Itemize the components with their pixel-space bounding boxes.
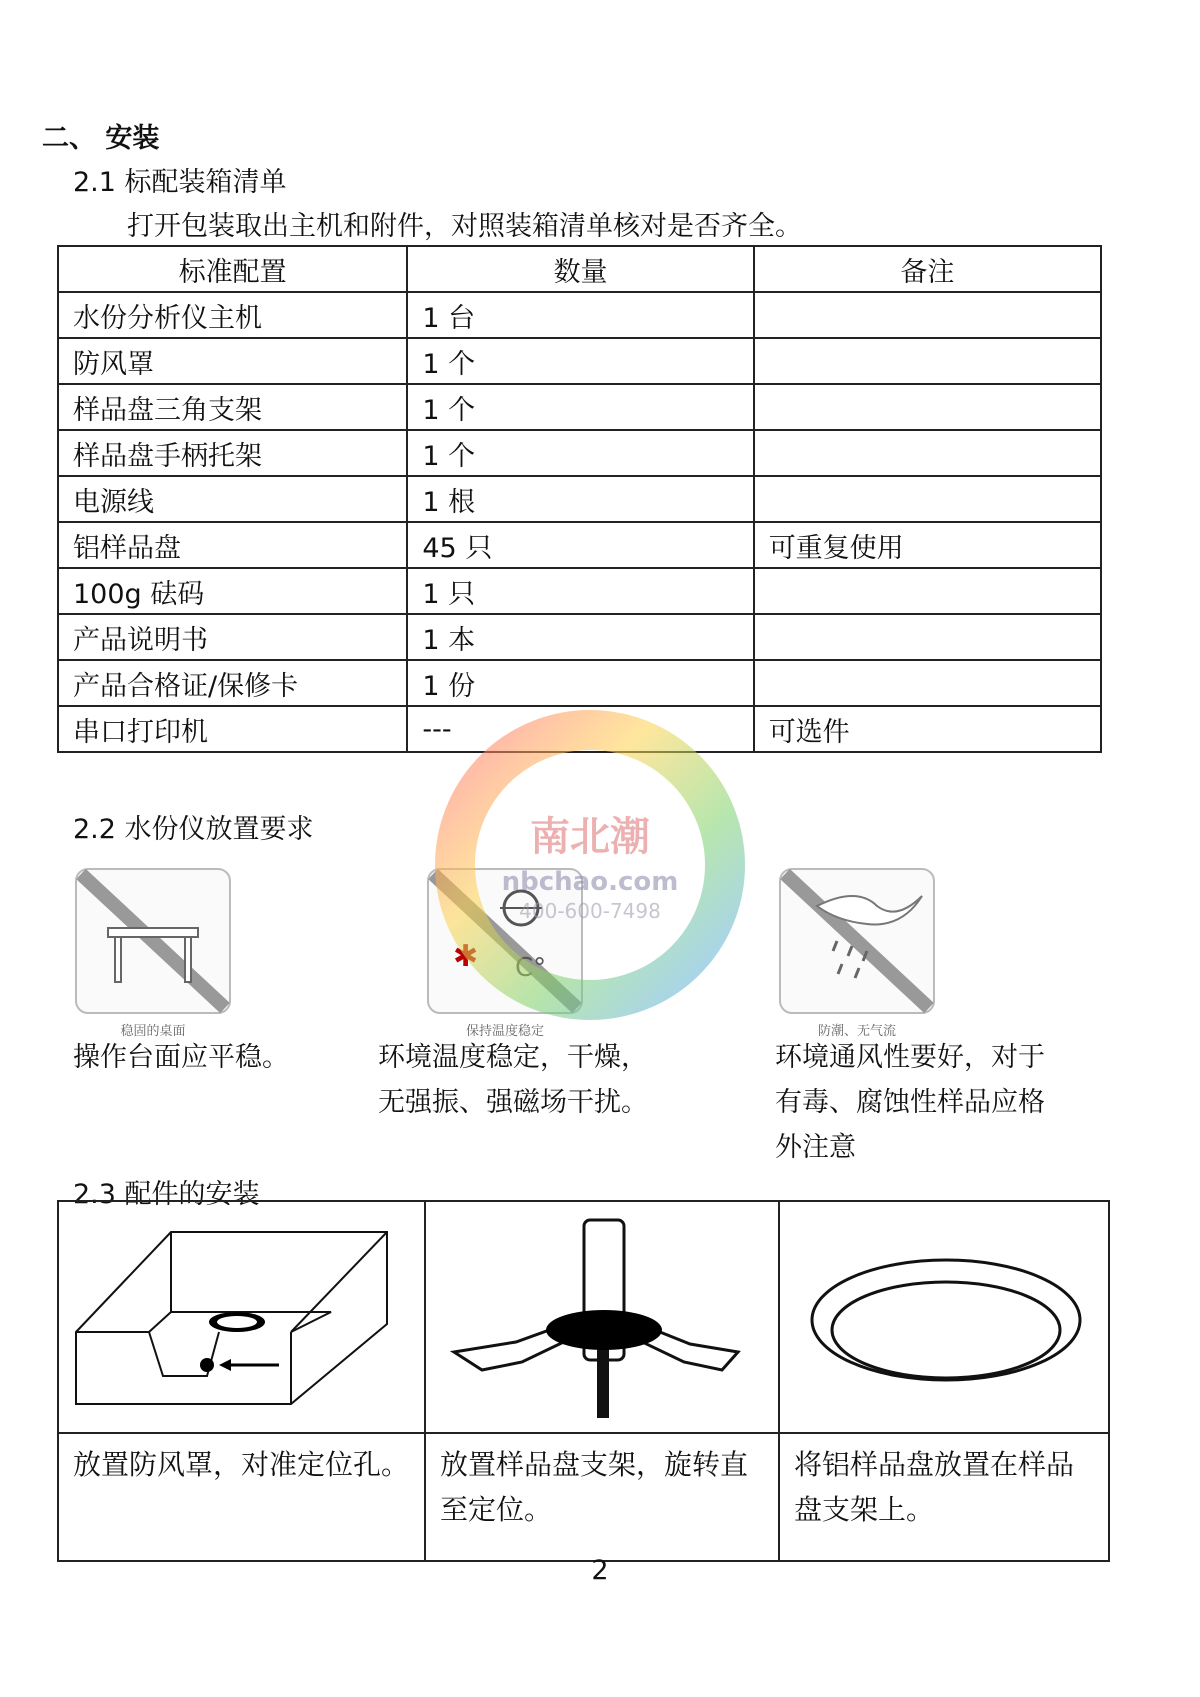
item-cell: 水份分析仪主机 bbox=[58, 292, 407, 338]
pan-image-cell bbox=[779, 1201, 1109, 1433]
item-cell: 铝样品盘 bbox=[58, 522, 407, 568]
svg-text:C°: C° bbox=[515, 953, 547, 983]
packing-intro: 打开包装取出主机和附件，对照装箱清单核对是否齐全。 bbox=[127, 211, 802, 242]
section-title: 二、 安装 bbox=[42, 123, 160, 154]
table-row bbox=[58, 568, 1101, 614]
subsection-2-2-title: 2.2 水份仪放置要求 bbox=[73, 814, 314, 845]
table-row bbox=[58, 614, 1101, 660]
moisture-figure bbox=[777, 866, 937, 1039]
image-row bbox=[58, 1201, 1109, 1433]
qty-cell: 45 只 bbox=[407, 522, 753, 568]
install-step-text: 放置样品盘支架，旋转直至定位。 bbox=[425, 1433, 779, 1561]
item-cell: 产品说明书 bbox=[58, 614, 407, 660]
item-cell: 产品合格证/保修卡 bbox=[58, 660, 407, 706]
qty-cell: 1 只 bbox=[407, 568, 753, 614]
windshield-icon bbox=[59, 1202, 424, 1428]
table-row bbox=[58, 430, 1101, 476]
svg-text:南北潮: 南北潮 bbox=[530, 814, 650, 860]
note-cell: 可选件 bbox=[754, 706, 1101, 752]
table-row bbox=[58, 338, 1101, 384]
page-number: 2 bbox=[591, 1555, 609, 1586]
windshield-image-cell bbox=[58, 1201, 425, 1433]
requirement-text-3: 环境通风性要好，对于 有毒、腐蚀性样品应格 外注意 bbox=[775, 1042, 1045, 1163]
item-cell: 样品盘三角支架 bbox=[58, 384, 407, 430]
sample-pan-icon bbox=[780, 1202, 1108, 1428]
qty-cell: 1 本 bbox=[407, 614, 753, 660]
qty-cell: 1 台 bbox=[407, 292, 753, 338]
item-cell: 样品盘手柄托架 bbox=[58, 430, 407, 476]
item-cell: 串口打印机 bbox=[58, 706, 407, 752]
qty-cell: --- bbox=[407, 706, 753, 752]
qty-cell: 1 个 bbox=[407, 430, 753, 476]
table-row bbox=[58, 292, 1101, 338]
qty-cell: 1 份 bbox=[407, 660, 753, 706]
table-header-row bbox=[58, 246, 1101, 292]
tripod-icon bbox=[426, 1202, 778, 1428]
stable-desk-figure bbox=[73, 866, 233, 1039]
figure-caption: 稳固的桌面 bbox=[120, 1024, 186, 1039]
item-cell: 电源线 bbox=[58, 476, 407, 522]
requirement-text-1: 操作台面应平稳。 bbox=[73, 1042, 289, 1073]
accessory-install-table bbox=[57, 1200, 1110, 1562]
item-cell: 100g 砝码 bbox=[58, 568, 407, 614]
tripod-image-cell bbox=[425, 1201, 779, 1433]
note-cell bbox=[754, 338, 1101, 384]
table-row bbox=[58, 384, 1101, 430]
note-cell bbox=[754, 660, 1101, 706]
column-header: 数量 bbox=[407, 246, 753, 292]
install-step-text: 将铝样品盘放置在样品盘支架上。 bbox=[779, 1433, 1109, 1561]
subsection-2-1-title: 2.1 标配装箱清单 bbox=[73, 167, 287, 198]
qty-cell: 1 个 bbox=[407, 338, 753, 384]
item-cell: 防风罩 bbox=[58, 338, 407, 384]
airflow-icon bbox=[777, 866, 937, 1016]
column-header: 标准配置 bbox=[58, 246, 407, 292]
qty-cell: 1 个 bbox=[407, 384, 753, 430]
watermark-logo bbox=[395, 690, 785, 1040]
column-header: 备注 bbox=[754, 246, 1101, 292]
packing-list-table bbox=[57, 245, 1102, 753]
requirement-text-2: 环境温度稳定，干燥， 无强振、强磁场干扰。 bbox=[378, 1042, 648, 1118]
desk-icon bbox=[73, 866, 233, 1016]
note-cell bbox=[754, 476, 1101, 522]
subsection-2-3-title: 2.3 配件的安装 bbox=[73, 1179, 260, 1210]
table-row bbox=[58, 476, 1101, 522]
note-cell bbox=[754, 292, 1101, 338]
figure-caption: 保持温度稳定 bbox=[465, 1024, 544, 1039]
table-row bbox=[58, 522, 1101, 568]
note-cell bbox=[754, 614, 1101, 660]
note-cell: 可重复使用 bbox=[754, 522, 1101, 568]
svg-text:nbchao.com: nbchao.com bbox=[501, 867, 679, 897]
qty-cell: 1 根 bbox=[407, 476, 753, 522]
note-cell bbox=[754, 568, 1101, 614]
install-step-text: 放置防风罩，对准定位孔。 bbox=[58, 1433, 425, 1561]
note-cell bbox=[754, 430, 1101, 476]
svg-text:400-600-7498: 400-600-7498 bbox=[519, 899, 661, 923]
figure-caption: 防潮、无气流 bbox=[817, 1024, 896, 1039]
svg-text:✱: ✱ bbox=[453, 939, 479, 974]
note-cell bbox=[754, 384, 1101, 430]
caption-row bbox=[58, 1433, 1109, 1561]
